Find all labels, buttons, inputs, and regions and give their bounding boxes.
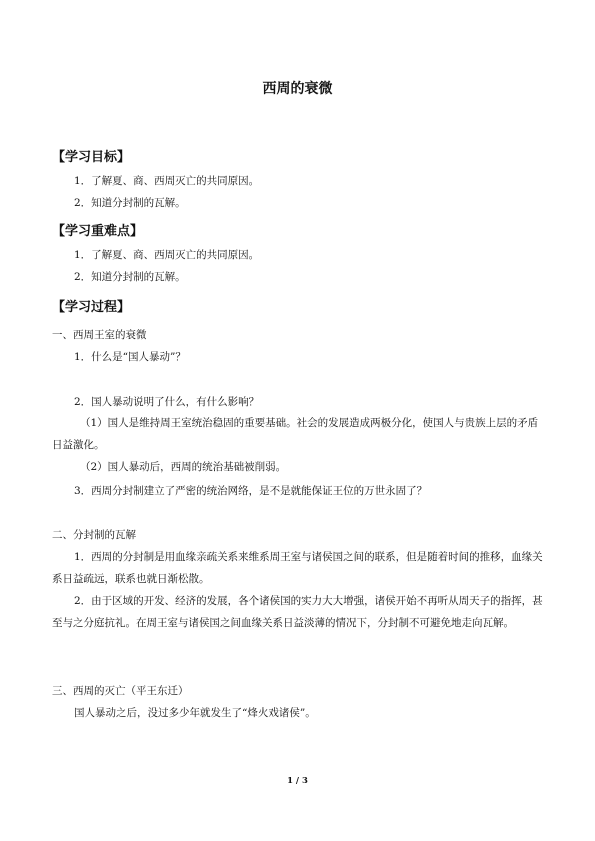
subsection-heading-2: 二、分封制的瓦解 (52, 529, 136, 541)
goal-item-2: 2．知道分封制的瓦解。 (74, 197, 186, 209)
section-heading-process: 【学习过程】 (52, 300, 131, 315)
paragraph-3-1: 国人暴动之后，没过多少年就发生了“烽火戏诸侯”。 (74, 707, 316, 719)
question-3: 3．西周分封制建立了严密的统治网络，是不是就能保证王位的万世永固了？ (74, 485, 428, 497)
section-heading-keypoints: 【学习重难点】 (52, 224, 144, 239)
keypoint-item-1: 1．了解夏、商、西周灭亡的共同原因。 (74, 249, 260, 261)
goal-item-1: 1．了解夏、商、西周灭亡的共同原因。 (74, 175, 260, 187)
paragraph-2-2: 2．由于区域的开发、经济的发展，各个诸侯国的实力大大增强，诸侯开始不再听从周天子的指挥，甚至与之分庭抗礼。在周王室与诸侯国之间血缘关系日益淡薄的情况下，分封制不可避免地走向瓦解。 (52, 595, 543, 629)
subsection-heading-1: 一、西周王室的衰微 (52, 329, 147, 341)
keypoint-item-2: 2．知道分封制的瓦解。 (74, 271, 186, 283)
page-title: 西周的衰微 (262, 81, 333, 97)
paragraph-2-1: 1．西周的分封制是用血缘亲疏关系来维系周王室与诸侯国之间的联系，但是随着时间的推移，血缘关系日益疏远，联系也就日渐松散。 (52, 551, 543, 585)
answer-paragraph-2: （2）国人暴动后，西周的统治基础被削弱。 (80, 461, 287, 473)
question-1: 1．什么是“国人暴动”？ (74, 351, 186, 363)
question-2: 2．国人暴动说明了什么，有什么影响？ (74, 396, 260, 408)
subsection-heading-3: 三、西周的灭亡（平王东迁） (52, 685, 189, 697)
page-number: 1 / 3 (287, 776, 308, 786)
section-heading-goals: 【学习目标】 (52, 150, 131, 165)
answer-paragraph-1: （1）国人是维持周王室统治稳固的重要基础。社会的发展造成两极分化，使国人与贵族上层的矛盾日益激化。 (52, 417, 539, 451)
